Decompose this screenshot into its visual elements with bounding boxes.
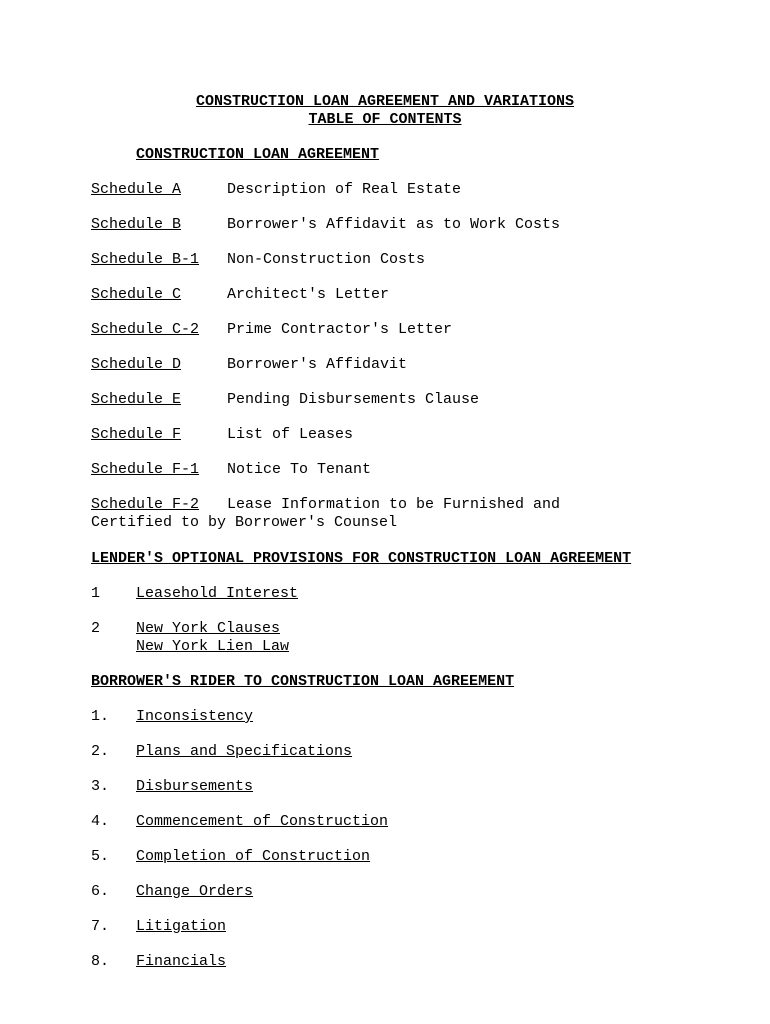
item-number: 5.	[91, 848, 110, 865]
schedule-title: Borrower's Affidavit as to Work Costs	[227, 216, 561, 233]
section-heading-construction-loan: CONSTRUCTION LOAN AGREEMENT	[136, 146, 380, 163]
schedule-code: Schedule E	[91, 391, 182, 408]
item-number: 4.	[91, 813, 110, 830]
schedule-code: Schedule F-1	[91, 461, 200, 478]
item-title: New York Clauses	[136, 620, 281, 637]
item-number: 7.	[91, 918, 110, 935]
schedule-title: Notice To Tenant	[227, 461, 372, 478]
schedule-code: Schedule A	[91, 181, 182, 198]
document-title: CONSTRUCTION LOAN AGREEMENT AND VARIATIONS	[195, 93, 575, 110]
document-subtitle: TABLE OF CONTENTS	[308, 111, 462, 128]
schedule-title: List of Leases	[227, 426, 354, 443]
item-title: Inconsistency	[136, 708, 254, 725]
item-subtitle: New York Lien Law	[136, 638, 290, 655]
schedule-title: Borrower's Affidavit	[227, 356, 408, 373]
item-title: Completion of Construction	[136, 848, 371, 865]
item-title: Litigation	[136, 918, 227, 935]
schedule-title: Description of Real Estate	[227, 181, 462, 198]
schedule-code: Schedule C	[91, 286, 182, 303]
schedule-code: Schedule B-1	[91, 251, 200, 268]
item-title: Change Orders	[136, 883, 254, 900]
item-number: 1	[91, 585, 101, 602]
item-title: Financials	[136, 953, 227, 970]
schedule-title: Pending Disbursements Clause	[227, 391, 480, 408]
item-title: Leasehold Interest	[136, 585, 299, 602]
schedule-title: Prime Contractor's Letter	[227, 321, 453, 338]
schedule-code: Schedule C-2	[91, 321, 200, 338]
item-number: 2	[91, 620, 101, 637]
schedule-code: Schedule F	[91, 426, 182, 443]
item-number: 6.	[91, 883, 110, 900]
schedule-code: Schedule F-2	[91, 496, 200, 513]
item-title: Disbursements	[136, 778, 254, 795]
schedule-title: Architect's Letter	[227, 286, 390, 303]
item-number: 2.	[91, 743, 110, 760]
item-number: 1.	[91, 708, 110, 725]
schedule-title-continuation: Certified to by Borrower's Counsel	[91, 514, 398, 531]
item-number: 8.	[91, 953, 110, 970]
schedule-code: Schedule D	[91, 356, 182, 373]
item-title: Commencement of Construction	[136, 813, 389, 830]
section-heading-lender-provisions: LENDER'S OPTIONAL PROVISIONS FOR CONSTRUCTION LOAN AGREEMENT	[91, 550, 632, 567]
section-heading-borrower-rider: BORROWER'S RIDER TO CONSTRUCTION LOAN AGREEMENT	[91, 673, 515, 690]
item-title: Plans and Specifications	[136, 743, 353, 760]
schedule-title: Non-Construction Costs	[227, 251, 426, 268]
item-number: 3.	[91, 778, 110, 795]
schedule-title: Lease Information to be Furnished and	[227, 496, 561, 513]
schedule-code: Schedule B	[91, 216, 182, 233]
